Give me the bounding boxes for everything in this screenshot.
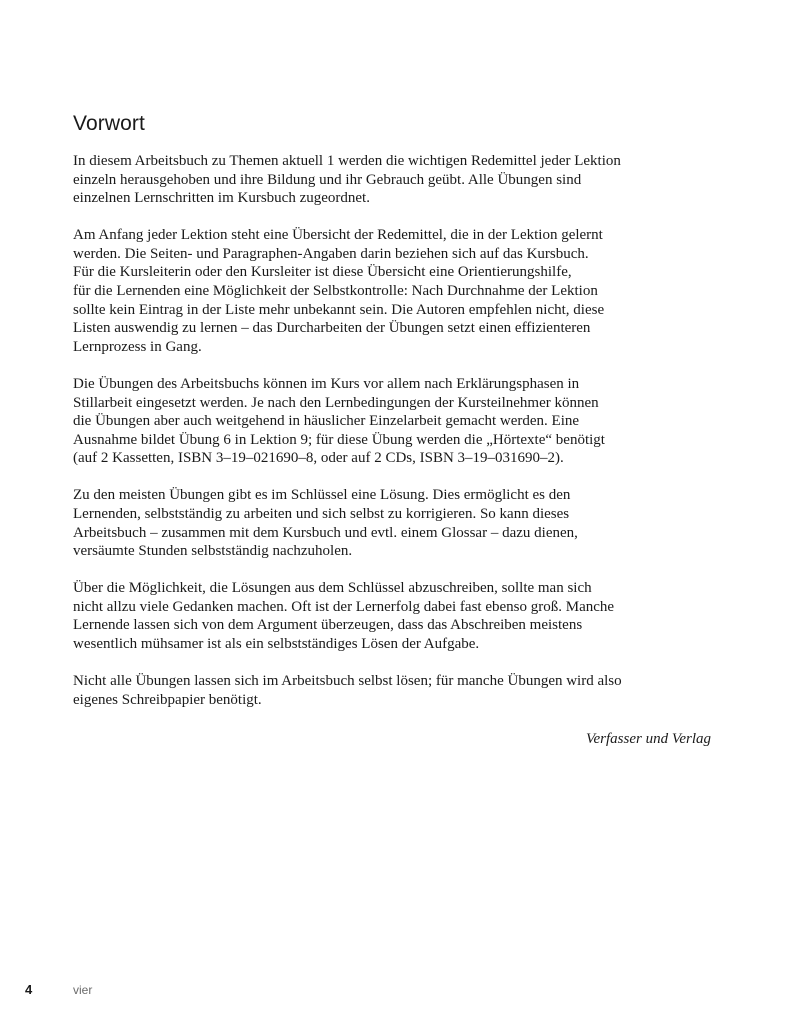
text-line: einzelnen Lernschritten im Kursbuch zugeordnet.: [73, 190, 370, 207]
text-line: nicht allzu viele Gedanken machen. Oft ist der Lernerfolg dabei fast ebenso groß. Manche: [73, 598, 615, 615]
paragraph: [73, 486, 723, 560]
text-line: Arbeitsbuch – zusammen mit dem Kursbuch und evtl. einem Glossar – dazu dienen,: [73, 524, 578, 541]
paragraph: [73, 152, 723, 208]
text-line: einzeln herausgehoben und ihre Bildung und ihr Gebrauch geübt. Alle Übungen sind: [73, 171, 582, 188]
text-line: Zu den meisten Übungen gibt es im Schlüssel eine Lösung. Dies ermöglicht es den: [73, 487, 571, 504]
text-line: In diesem Arbeitsbuch zu Themen aktuell 1 werden die wichtigen Redemittel jeder Lektion: [73, 153, 621, 169]
text-line: die Übungen aber auch weitgehend in häuslicher Einzelarbeit gemacht werden. Eine: [73, 413, 580, 430]
text-line: versäumte Stunden selbstständig nachzuholen.: [73, 543, 353, 560]
text-line: wesentlich mühsamer ist als ein selbstständiges Lösen der Aufgabe.: [73, 636, 480, 653]
text-line: eigenes Schreibpapier benötigt.: [73, 691, 262, 708]
text-line: (auf 2 Kassetten, ISBN 3–19–021690–8, oder auf 2 CDs, ISBN 3–19–031690–2).: [73, 450, 564, 467]
page-title: Vorwort: [73, 112, 145, 135]
paragraph: [73, 579, 723, 653]
signature: Verfasser und Verlag: [586, 731, 711, 747]
page-footer: [25, 982, 92, 997]
page-number-word: vier: [73, 983, 93, 997]
text-line: Die Übungen des Arbeitsbuchs können im Kurs vor allem nach Erklärungsphasen in: [73, 375, 580, 392]
text-line: Lernende lassen sich von dem Argument überzeugen, dass das Abschreiben meistens: [73, 617, 583, 634]
text-line: Nicht alle Übungen lassen sich im Arbeitsbuch selbst lösen; für manche Übungen wird also: [73, 673, 622, 690]
text-line: Ausnahme bildet Übung 6 in Lektion 9; für diese Übung werden die „Hörtexte“ benötigt: [73, 431, 605, 448]
text-line: Listen auswendig zu lernen – das Durcharbeiten der Übungen setzt einen effizienteren: [73, 320, 591, 337]
text-line: Über die Möglichkeit, die Lösungen aus dem Schlüssel abzuschreiben, sollte man sich: [73, 580, 592, 597]
text-line: Am Anfang jeder Lektion steht eine Übersicht der Redemittel, die in der Lektion gelernt: [73, 227, 603, 244]
text-line: für die Lernenden eine Möglichkeit der Selbstkontrolle: Nach Durchnahme der Lektion: [73, 283, 598, 300]
text-line: Stillarbeit eingesetzt werden. Je nach den Lernbedingungen der Kursteilnehmer können: [73, 394, 599, 411]
text-line: Lernenden, selbstständig zu arbeiten und sich selbst zu korrigieren. So kann dieses: [73, 506, 570, 522]
page-number: 4: [25, 982, 33, 997]
paragraph: [73, 672, 723, 709]
body-text: [73, 152, 723, 728]
text-line: Lernprozess in Gang.: [73, 338, 202, 355]
paragraph: [73, 226, 723, 356]
text-line: werden. Die Seiten- und Paragraphen-Angaben darin beziehen sich auf das Kursbuch.: [73, 245, 589, 262]
paragraph: [73, 375, 723, 468]
text-line: Für die Kursleiterin oder den Kursleiter ist diese Übersicht eine Orientierungshilfe,: [73, 264, 572, 281]
text-line: sollte kein Eintrag in der Liste mehr unbekannt sein. Die Autoren empfehlen nicht, diese: [73, 301, 605, 318]
